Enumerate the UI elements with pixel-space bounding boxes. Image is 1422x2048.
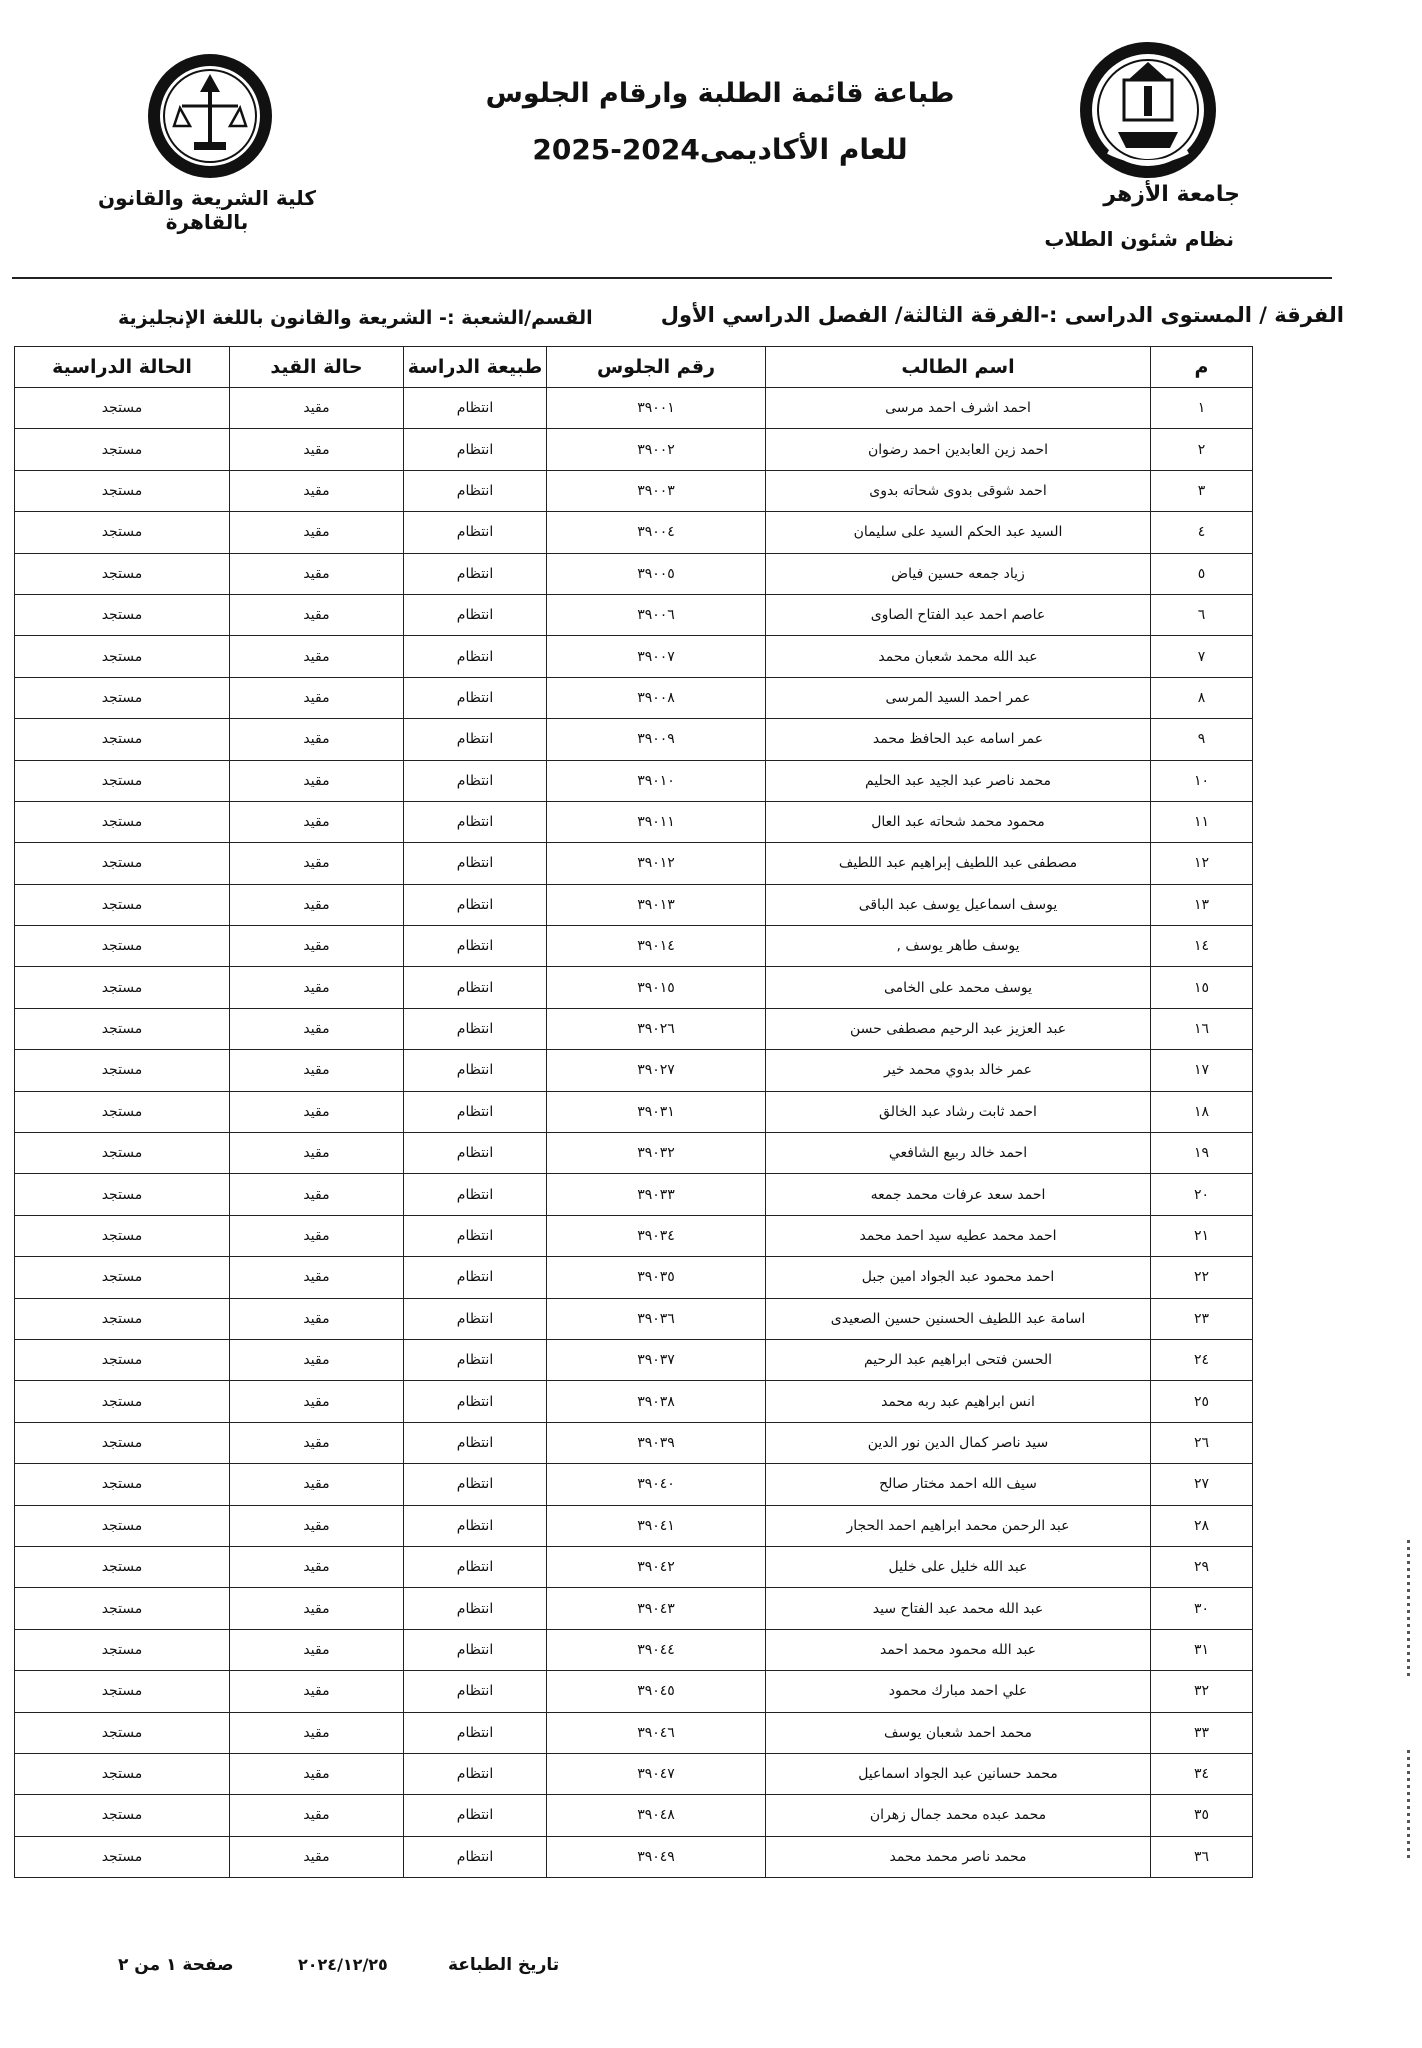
cell-study: انتظام bbox=[404, 884, 547, 925]
cell-name: مصطفى عبد اللطيف إبراهيم عبد اللطيف bbox=[766, 843, 1151, 884]
cell-enroll: مقيد bbox=[230, 1422, 404, 1463]
cell-num: ٧ bbox=[1151, 636, 1253, 677]
table-row bbox=[15, 429, 1253, 470]
cell-name: زياد جمعه حسين فياض bbox=[766, 553, 1151, 594]
cell-name: يوسف محمد على الخامى bbox=[766, 967, 1151, 1008]
cell-status: مستجد bbox=[15, 1257, 230, 1298]
cell-study: انتظام bbox=[404, 719, 547, 760]
cell-seat: ٣٩٠٠٦ bbox=[547, 594, 766, 635]
cell-enroll: مقيد bbox=[230, 1298, 404, 1339]
cell-seat: ٣٩٠٠٧ bbox=[547, 636, 766, 677]
cell-enroll: مقيد bbox=[230, 1505, 404, 1546]
cell-seat: ٣٩٠٤٤ bbox=[547, 1629, 766, 1670]
cell-study: انتظام bbox=[404, 926, 547, 967]
table-row bbox=[15, 1795, 1253, 1836]
cell-seat: ٣٩٠١١ bbox=[547, 801, 766, 842]
cell-num: ٣٠ bbox=[1151, 1588, 1253, 1629]
cell-seat: ٣٩٠١٤ bbox=[547, 926, 766, 967]
cell-num: ٨ bbox=[1151, 677, 1253, 718]
cell-study: انتظام bbox=[404, 1836, 547, 1877]
cell-study: انتظام bbox=[404, 1671, 547, 1712]
cell-status: مستجد bbox=[15, 1464, 230, 1505]
table-row bbox=[15, 1464, 1253, 1505]
cell-enroll: مقيد bbox=[230, 967, 404, 1008]
cell-study: انتظام bbox=[404, 636, 547, 677]
cell-seat: ٣٩٠٣٢ bbox=[547, 1133, 766, 1174]
cell-seat: ٣٩٠٣١ bbox=[547, 1091, 766, 1132]
cell-study: انتظام bbox=[404, 1298, 547, 1339]
cell-study: انتظام bbox=[404, 388, 547, 429]
university-name: جامعة الأزهر bbox=[1103, 182, 1240, 207]
cell-num: ٢٨ bbox=[1151, 1505, 1253, 1546]
cell-name: انس ابراهيم عبد ربه محمد bbox=[766, 1381, 1151, 1422]
cell-status: مستجد bbox=[15, 512, 230, 553]
cell-name: اسامة عبد اللطيف الحسنين حسين الصعيدى bbox=[766, 1298, 1151, 1339]
cell-status: مستجد bbox=[15, 1174, 230, 1215]
table-row bbox=[15, 1381, 1253, 1422]
table-row bbox=[15, 1588, 1253, 1629]
cell-num: ٢١ bbox=[1151, 1215, 1253, 1256]
table-row bbox=[15, 636, 1253, 677]
cell-status: مستجد bbox=[15, 1091, 230, 1132]
cell-status: مستجد bbox=[15, 470, 230, 511]
cell-study: انتظام bbox=[404, 1339, 547, 1380]
cell-enroll: مقيد bbox=[230, 760, 404, 801]
table-row bbox=[15, 553, 1253, 594]
cell-status: مستجد bbox=[15, 1546, 230, 1587]
cell-name: احمد سعد عرفات محمد جمعه bbox=[766, 1174, 1151, 1215]
cell-status: مستجد bbox=[15, 1298, 230, 1339]
col-header-status: الحالة الدراسية bbox=[15, 347, 230, 388]
cell-seat: ٣٩٠٢٦ bbox=[547, 1008, 766, 1049]
cell-seat: ٣٩٠٤٢ bbox=[547, 1546, 766, 1587]
cell-num: ٢٤ bbox=[1151, 1339, 1253, 1380]
cell-num: ٢٦ bbox=[1151, 1422, 1253, 1463]
cell-name: سيف الله احمد مختار صالح bbox=[766, 1464, 1151, 1505]
cell-status: مستجد bbox=[15, 1008, 230, 1049]
cell-name: محمد ناصر محمد محمد bbox=[766, 1836, 1151, 1877]
cell-num: ٢ bbox=[1151, 429, 1253, 470]
cell-study: انتظام bbox=[404, 1505, 547, 1546]
cell-seat: ٣٩٠٤٧ bbox=[547, 1753, 766, 1794]
table-row bbox=[15, 388, 1253, 429]
table-row bbox=[15, 1257, 1253, 1298]
cell-num: ٢٩ bbox=[1151, 1546, 1253, 1587]
cell-status: مستجد bbox=[15, 677, 230, 718]
cell-study: انتظام bbox=[404, 801, 547, 842]
cell-enroll: مقيد bbox=[230, 1339, 404, 1380]
cell-study: انتظام bbox=[404, 1629, 547, 1670]
cell-status: مستجد bbox=[15, 926, 230, 967]
cell-seat: ٣٩٠٠٢ bbox=[547, 429, 766, 470]
cell-study: انتظام bbox=[404, 843, 547, 884]
cell-seat: ٣٩٠٠٣ bbox=[547, 470, 766, 511]
university-logo bbox=[1078, 40, 1218, 180]
cell-name: محمد حسانين عبد الجواد اسماعيل bbox=[766, 1753, 1151, 1794]
cell-num: ١٢ bbox=[1151, 843, 1253, 884]
cell-num: ٢٧ bbox=[1151, 1464, 1253, 1505]
cell-enroll: مقيد bbox=[230, 1050, 404, 1091]
cell-name: احمد محمود عبد الجواد امين جبل bbox=[766, 1257, 1151, 1298]
cell-study: انتظام bbox=[404, 1712, 547, 1753]
table-row bbox=[15, 1091, 1253, 1132]
cell-status: مستجد bbox=[15, 388, 230, 429]
table-row bbox=[15, 1753, 1253, 1794]
cell-name: احمد خالد ربيع الشافعي bbox=[766, 1133, 1151, 1174]
cell-study: انتظام bbox=[404, 1795, 547, 1836]
cell-enroll: مقيد bbox=[230, 1629, 404, 1670]
cell-num: ٣٣ bbox=[1151, 1712, 1253, 1753]
table-row bbox=[15, 1008, 1253, 1049]
cell-name: عبد الله محمد عبد الفتاح سيد bbox=[766, 1588, 1151, 1629]
college-logo bbox=[146, 52, 274, 180]
cell-enroll: مقيد bbox=[230, 1091, 404, 1132]
cell-name: احمد ثابت رشاد عبد الخالق bbox=[766, 1091, 1151, 1132]
cell-enroll: مقيد bbox=[230, 594, 404, 635]
cell-status: مستجد bbox=[15, 1339, 230, 1380]
col-header-enroll: حالة القيد bbox=[230, 347, 404, 388]
cell-study: انتظام bbox=[404, 1257, 547, 1298]
cell-study: انتظام bbox=[404, 1422, 547, 1463]
cell-num: ١٦ bbox=[1151, 1008, 1253, 1049]
cell-seat: ٣٩٠١٠ bbox=[547, 760, 766, 801]
table-row bbox=[15, 594, 1253, 635]
table-row bbox=[15, 884, 1253, 925]
cell-name: عبد الله محمود محمد احمد bbox=[766, 1629, 1151, 1670]
cell-study: انتظام bbox=[404, 1215, 547, 1256]
cell-seat: ٣٩٠٣٧ bbox=[547, 1339, 766, 1380]
cell-num: ٣١ bbox=[1151, 1629, 1253, 1670]
level-info: الفرقة / المستوى الدراسى :-الفرقة الثالثة/ الفصل الدراسي الأول bbox=[660, 303, 1344, 327]
cell-study: انتظام bbox=[404, 1381, 547, 1422]
cell-status: مستجد bbox=[15, 719, 230, 760]
cell-seat: ٣٩٠٤٨ bbox=[547, 1795, 766, 1836]
cell-study: انتظام bbox=[404, 1546, 547, 1587]
cell-seat: ٣٩٠٤٠ bbox=[547, 1464, 766, 1505]
cell-seat: ٣٩٠٠١ bbox=[547, 388, 766, 429]
cell-name: عبد الله خليل على خليل bbox=[766, 1546, 1151, 1587]
table-row bbox=[15, 1712, 1253, 1753]
table-row bbox=[15, 1422, 1253, 1463]
department-info: القسم/الشعبة :- الشريعة والقانون باللغة الإنجليزية bbox=[118, 307, 593, 329]
cell-seat: ٣٩٠١٣ bbox=[547, 884, 766, 925]
cell-seat: ٣٩٠٣٩ bbox=[547, 1422, 766, 1463]
table-row bbox=[15, 1836, 1253, 1877]
cell-seat: ٣٩٠١٢ bbox=[547, 843, 766, 884]
cell-study: انتظام bbox=[404, 512, 547, 553]
cell-status: مستجد bbox=[15, 801, 230, 842]
table-row bbox=[15, 677, 1253, 718]
cell-enroll: مقيد bbox=[230, 1836, 404, 1877]
cell-seat: ٣٩٠٤٦ bbox=[547, 1712, 766, 1753]
table-row bbox=[15, 512, 1253, 553]
cell-enroll: مقيد bbox=[230, 1588, 404, 1629]
cell-study: انتظام bbox=[404, 1008, 547, 1049]
cell-enroll: مقيد bbox=[230, 1753, 404, 1794]
cell-name: عبد الله محمد شعبان محمد bbox=[766, 636, 1151, 677]
table-row bbox=[15, 801, 1253, 842]
cell-enroll: مقيد bbox=[230, 429, 404, 470]
cell-study: انتظام bbox=[404, 1174, 547, 1215]
cell-status: مستجد bbox=[15, 1050, 230, 1091]
cell-num: ١٥ bbox=[1151, 967, 1253, 1008]
cell-seat: ٣٩٠٣٥ bbox=[547, 1257, 766, 1298]
cell-seat: ٣٩٠٠٤ bbox=[547, 512, 766, 553]
cell-study: انتظام bbox=[404, 1464, 547, 1505]
cell-name: يوسف طاهر يوسف , bbox=[766, 926, 1151, 967]
cell-name: عمر احمد السيد المرسى bbox=[766, 677, 1151, 718]
cell-status: مستجد bbox=[15, 1133, 230, 1174]
cell-study: انتظام bbox=[404, 1133, 547, 1174]
table-row bbox=[15, 1505, 1253, 1546]
header-divider bbox=[12, 277, 1332, 279]
cell-name: الحسن فتحى ابراهيم عبد الرحيم bbox=[766, 1339, 1151, 1380]
cell-name: محمد ناصر عبد الجيد عبد الحليم bbox=[766, 760, 1151, 801]
cell-enroll: مقيد bbox=[230, 1174, 404, 1215]
cell-status: مستجد bbox=[15, 1836, 230, 1877]
cell-enroll: مقيد bbox=[230, 884, 404, 925]
table-row bbox=[15, 1339, 1253, 1380]
cell-name: علي احمد مبارك محمود bbox=[766, 1671, 1151, 1712]
col-header-seat: رقم الجلوس bbox=[547, 347, 766, 388]
cell-status: مستجد bbox=[15, 1753, 230, 1794]
cell-name: احمد شوقى بدوى شحاته بدوى bbox=[766, 470, 1151, 511]
cell-num: ١٩ bbox=[1151, 1133, 1253, 1174]
print-date: ٢٠٢٤/١٢/٢٥ bbox=[298, 1955, 388, 1974]
cell-status: مستجد bbox=[15, 1712, 230, 1753]
cell-enroll: مقيد bbox=[230, 470, 404, 511]
cell-name: عبد العزيز عبد الرحيم مصطفى حسن bbox=[766, 1008, 1151, 1049]
cell-num: ٤ bbox=[1151, 512, 1253, 553]
cell-enroll: مقيد bbox=[230, 1712, 404, 1753]
cell-status: مستجد bbox=[15, 884, 230, 925]
cell-status: مستجد bbox=[15, 1671, 230, 1712]
cell-num: ١ bbox=[1151, 388, 1253, 429]
cell-status: مستجد bbox=[15, 1505, 230, 1546]
cell-study: انتظام bbox=[404, 1091, 547, 1132]
cell-name: احمد زين العابدين احمد رضوان bbox=[766, 429, 1151, 470]
cell-seat: ٣٩٠٠٨ bbox=[547, 677, 766, 718]
cell-num: ١٤ bbox=[1151, 926, 1253, 967]
table-row bbox=[15, 843, 1253, 884]
cell-name: احمد اشرف احمد مرسى bbox=[766, 388, 1151, 429]
print-date-label: تاريخ الطباعة bbox=[448, 1955, 560, 1975]
cell-enroll: مقيد bbox=[230, 1546, 404, 1587]
cell-seat: ٣٩٠٣٨ bbox=[547, 1381, 766, 1422]
cell-study: انتظام bbox=[404, 594, 547, 635]
cell-status: مستجد bbox=[15, 1215, 230, 1256]
table-row bbox=[15, 1050, 1253, 1091]
cell-seat: ٣٩٠٤٩ bbox=[547, 1836, 766, 1877]
cell-enroll: مقيد bbox=[230, 553, 404, 594]
cell-status: مستجد bbox=[15, 553, 230, 594]
cell-study: انتظام bbox=[404, 1588, 547, 1629]
cell-study: انتظام bbox=[404, 677, 547, 718]
cell-enroll: مقيد bbox=[230, 1008, 404, 1049]
cell-seat: ٣٩٠٣٤ bbox=[547, 1215, 766, 1256]
cell-num: ١٨ bbox=[1151, 1091, 1253, 1132]
cell-name: محمد احمد شعبان يوسف bbox=[766, 1712, 1151, 1753]
table-header-row bbox=[15, 347, 1253, 388]
cell-name: سيد ناصر كمال الدين نور الدين bbox=[766, 1422, 1151, 1463]
college-name: كلية الشريعة والقانون بالقاهرة bbox=[98, 186, 316, 234]
cell-name: محمد عبده محمد جمال زهران bbox=[766, 1795, 1151, 1836]
cell-num: ٩ bbox=[1151, 719, 1253, 760]
cell-enroll: مقيد bbox=[230, 388, 404, 429]
cell-status: مستجد bbox=[15, 1381, 230, 1422]
cell-status: مستجد bbox=[15, 843, 230, 884]
cell-status: مستجد bbox=[15, 1588, 230, 1629]
cell-name: عمر خالد بدوي محمد خير bbox=[766, 1050, 1151, 1091]
cell-num: ٣٦ bbox=[1151, 1836, 1253, 1877]
cell-name: يوسف اسماعيل يوسف عبد الباقى bbox=[766, 884, 1151, 925]
cell-study: انتظام bbox=[404, 429, 547, 470]
cell-status: مستجد bbox=[15, 1795, 230, 1836]
academic-year: للعام الأكاديمى2024-2025 bbox=[532, 133, 908, 166]
cell-num: ٥ bbox=[1151, 553, 1253, 594]
cell-num: ١٠ bbox=[1151, 760, 1253, 801]
cell-enroll: مقيد bbox=[230, 636, 404, 677]
cell-enroll: مقيد bbox=[230, 1381, 404, 1422]
cell-num: ٣ bbox=[1151, 470, 1253, 511]
table-row bbox=[15, 719, 1253, 760]
cell-enroll: مقيد bbox=[230, 1257, 404, 1298]
table-row bbox=[15, 1629, 1253, 1670]
cell-study: انتظام bbox=[404, 967, 547, 1008]
cell-status: مستجد bbox=[15, 967, 230, 1008]
cell-num: ٢٥ bbox=[1151, 1381, 1253, 1422]
cell-num: ٦ bbox=[1151, 594, 1253, 635]
cell-status: مستجد bbox=[15, 1422, 230, 1463]
col-header-name: اسم الطالب bbox=[766, 347, 1151, 388]
cell-enroll: مقيد bbox=[230, 1795, 404, 1836]
cell-seat: ٣٩٠٤١ bbox=[547, 1505, 766, 1546]
cell-enroll: مقيد bbox=[230, 926, 404, 967]
cell-name: احمد محمد عطيه سيد احمد محمد bbox=[766, 1215, 1151, 1256]
table-row bbox=[15, 1298, 1253, 1339]
cell-status: مستجد bbox=[15, 429, 230, 470]
cell-study: انتظام bbox=[404, 760, 547, 801]
cell-num: ٢٠ bbox=[1151, 1174, 1253, 1215]
cell-study: انتظام bbox=[404, 470, 547, 511]
cell-enroll: مقيد bbox=[230, 512, 404, 553]
scan-edge-mark bbox=[1407, 1750, 1410, 1860]
cell-name: عبد الرحمن محمد ابراهيم احمد الحجار bbox=[766, 1505, 1151, 1546]
cell-num: ١٧ bbox=[1151, 1050, 1253, 1091]
table-row bbox=[15, 1133, 1253, 1174]
cell-seat: ٣٩٠٢٧ bbox=[547, 1050, 766, 1091]
table-row bbox=[15, 926, 1253, 967]
scan-edge-mark bbox=[1407, 1540, 1410, 1680]
system-name: نظام شئون الطلاب bbox=[1044, 227, 1234, 251]
table-row bbox=[15, 1174, 1253, 1215]
cell-status: مستجد bbox=[15, 594, 230, 635]
cell-name: السيد عبد الحكم السيد على سليمان bbox=[766, 512, 1151, 553]
cell-status: مستجد bbox=[15, 636, 230, 677]
cell-seat: ٣٩٠٠٩ bbox=[547, 719, 766, 760]
cell-study: انتظام bbox=[404, 1753, 547, 1794]
cell-num: ٣٢ bbox=[1151, 1671, 1253, 1712]
cell-num: ١١ bbox=[1151, 801, 1253, 842]
cell-seat: ٣٩٠٣٣ bbox=[547, 1174, 766, 1215]
cell-num: ١٣ bbox=[1151, 884, 1253, 925]
cell-name: محمود محمد شحاته عبد العال bbox=[766, 801, 1151, 842]
cell-num: ٢٣ bbox=[1151, 1298, 1253, 1339]
col-header-num: م bbox=[1151, 347, 1253, 388]
table-row bbox=[15, 967, 1253, 1008]
cell-num: ٣٤ bbox=[1151, 1753, 1253, 1794]
cell-enroll: مقيد bbox=[230, 1133, 404, 1174]
page-title: طباعة قائمة الطلبة وارقام الجلوس bbox=[485, 78, 955, 109]
cell-name: عاصم احمد عبد الفتاح الصاوى bbox=[766, 594, 1151, 635]
cell-num: ٢٢ bbox=[1151, 1257, 1253, 1298]
cell-enroll: مقيد bbox=[230, 1215, 404, 1256]
cell-enroll: مقيد bbox=[230, 843, 404, 884]
cell-status: مستجد bbox=[15, 760, 230, 801]
col-header-study: طبيعة الدراسة bbox=[404, 347, 547, 388]
table-body bbox=[15, 388, 1253, 1878]
cell-study: انتظام bbox=[404, 553, 547, 594]
cell-num: ٣٥ bbox=[1151, 1795, 1253, 1836]
cell-enroll: مقيد bbox=[230, 677, 404, 718]
table-row bbox=[15, 1215, 1253, 1256]
cell-enroll: مقيد bbox=[230, 1464, 404, 1505]
student-table bbox=[14, 346, 1253, 1878]
cell-status: مستجد bbox=[15, 1629, 230, 1670]
table-row bbox=[15, 1546, 1253, 1587]
table-row bbox=[15, 470, 1253, 511]
cell-study: انتظام bbox=[404, 1050, 547, 1091]
cell-seat: ٣٩٠٣٦ bbox=[547, 1298, 766, 1339]
cell-seat: ٣٩٠٤٣ bbox=[547, 1588, 766, 1629]
table-row bbox=[15, 1671, 1253, 1712]
cell-enroll: مقيد bbox=[230, 719, 404, 760]
cell-enroll: مقيد bbox=[230, 801, 404, 842]
page-number: صفحة ١ من ٢ bbox=[118, 1955, 234, 1975]
cell-seat: ٣٩٠١٥ bbox=[547, 967, 766, 1008]
cell-seat: ٣٩٠٠٥ bbox=[547, 553, 766, 594]
cell-seat: ٣٩٠٤٥ bbox=[547, 1671, 766, 1712]
cell-enroll: مقيد bbox=[230, 1671, 404, 1712]
table-row bbox=[15, 760, 1253, 801]
cell-name: عمر اسامه عبد الحافظ محمد bbox=[766, 719, 1151, 760]
